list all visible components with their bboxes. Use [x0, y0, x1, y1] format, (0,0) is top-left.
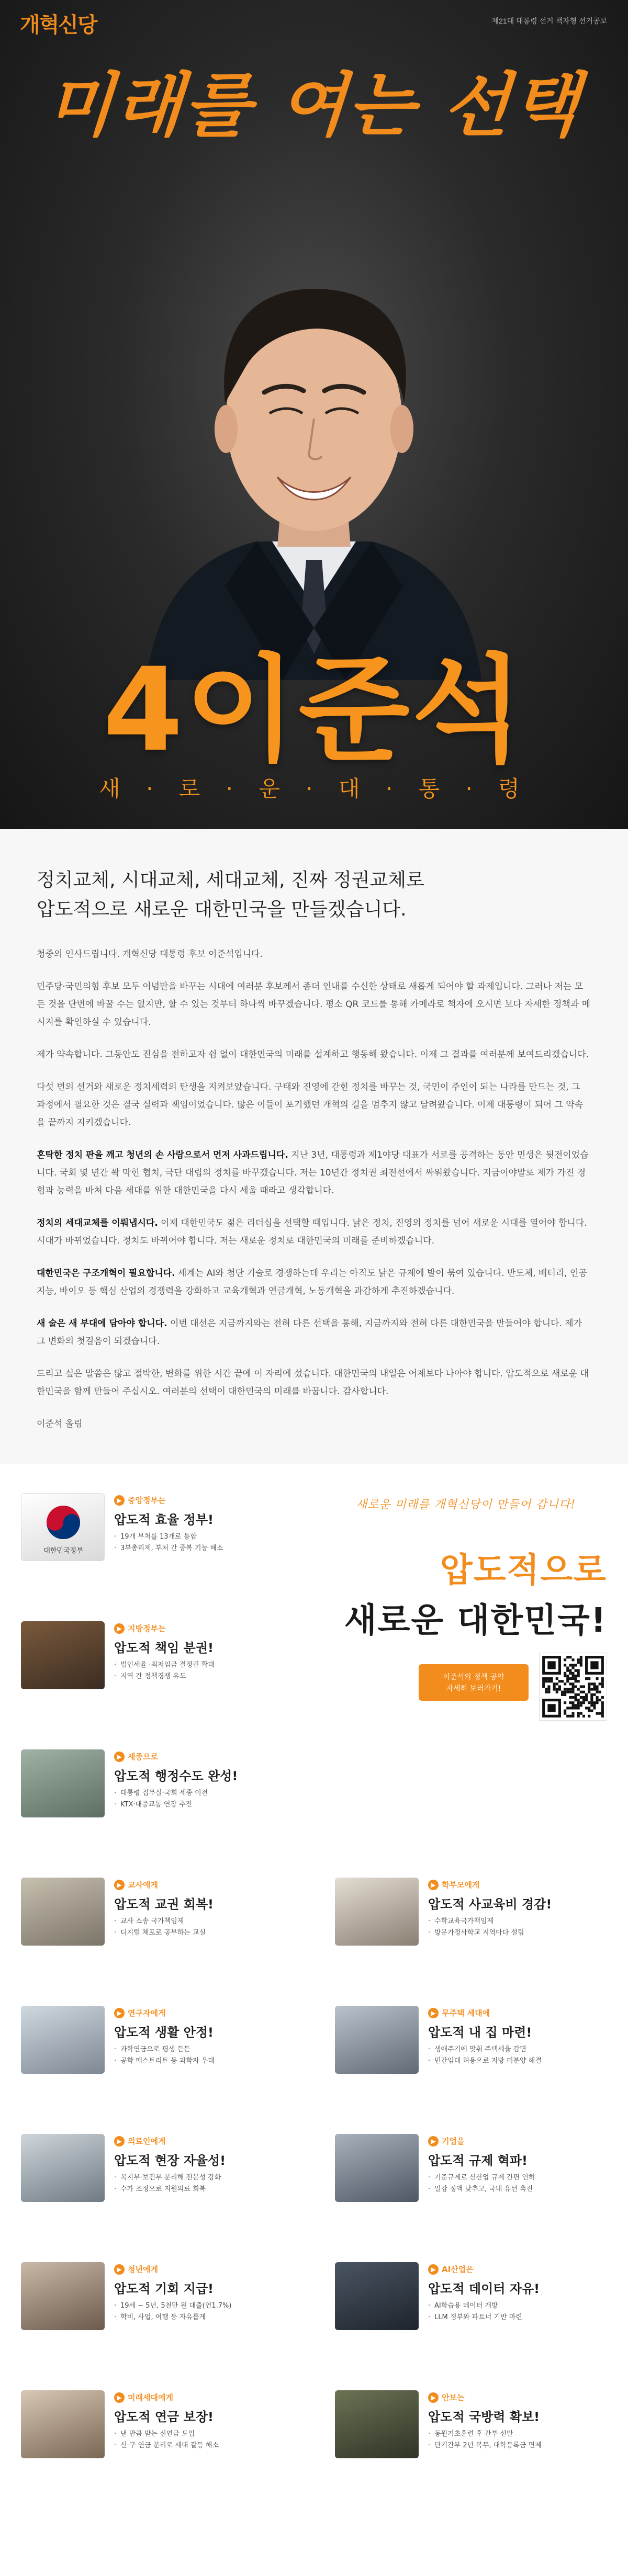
letter-paragraph [37, 1315, 591, 1350]
pledge-tag-label: 기업을 [442, 2137, 465, 2146]
paragraph-lead: 혼탁한 정치 판을 깨고 청년의 손 사람으로서 먼저 사과드립니다. [37, 1150, 288, 1160]
pledge-bullet: · 19개 부처를 13개로 통합 [114, 1531, 302, 1543]
qr-caption[interactable] [419, 1664, 529, 1701]
pledge-bullet: · 디지털 체포로 공부하는 교실 [114, 1927, 302, 1939]
letter-paragraph [37, 1146, 591, 1200]
pledge-tag-label: 미래세대에게 [128, 2393, 173, 2402]
pledge-headline: 압도적 데이터 자유! [428, 2281, 540, 2296]
arrow-right-icon: ▶ [114, 1752, 125, 1762]
pledge-image [335, 1878, 419, 1946]
paragraph-lead: 새 술은 새 부대에 담아야 합니다. [37, 1318, 167, 1329]
pledge-tag [114, 1495, 165, 1506]
pledge-tag [114, 2392, 173, 2403]
qr-code[interactable] [539, 1653, 607, 1721]
pledge-headline: 압도적 국방력 확보! [428, 2410, 540, 2424]
letter-paragraph: 민주당·국민의힘 후보 모두 이념만을 바꾸는 시대에 여러분 후보께서 좀더 인내를 수신한 상태로 새롭게 되어야 할 과제입니다. 그러나 저는 모든 것을 단번에 바꿀 수는 없지만, 할 수 있는 것부터 하나씩 바꾸겠습니다. 평소 QR 코드를 통해 카메라로 책자에 오시면 보다 자세한 정책과 메시지를 확인하실 수 있습니다. [37, 981, 591, 1027]
pledge-bullet: · AI학습용 데이터 개방 [428, 2300, 616, 2312]
arrow-right-icon: ▶ [428, 2264, 439, 2275]
paragraph-lead: 대한민국은 구조개혁이 필요합니다. [37, 1268, 175, 1279]
arrow-right-icon: ▶ [114, 2264, 125, 2275]
pledge-tag-label: 중앙정부는 [128, 1496, 166, 1505]
promo-subtitle: 새로운 미래를 개혁신당이 만들어 갑니다! [355, 1498, 576, 1511]
pledge-card [21, 1485, 304, 1574]
pledge-image [21, 1878, 105, 1946]
arrow-right-icon: ▶ [114, 2008, 125, 2018]
arrow-right-icon: ▶ [114, 2392, 125, 2403]
pledge-bullets [428, 2428, 616, 2451]
pledge-bullets [114, 1788, 302, 1811]
pledge-image [335, 2134, 419, 2202]
arrow-right-icon: ▶ [114, 1623, 125, 1634]
arrow-right-icon: ▶ [428, 2392, 439, 2403]
pledge-card [335, 1870, 618, 1959]
pledge-bullet: · 학비, 사업, 여행 등 자유롭게 [114, 2312, 302, 2323]
pledge-tag [114, 1623, 165, 1634]
pledge-tag [114, 1879, 158, 1890]
pledge-bullet: · 낸 만큼 받는 신연금 도입 [114, 2428, 302, 2440]
qr-caption-line-1: 이준석의 정책 공약 [443, 1673, 504, 1681]
pledge-image [335, 2262, 419, 2330]
pledge-headline: 압도적 효율 정부! [114, 1512, 214, 1527]
pledge-bullet: · 민간임대 허용으로 지방 미분양 해결 [428, 2055, 616, 2067]
pledge-bullet: · 복지부·보건부 분리해 전문성 강화 [114, 2172, 302, 2184]
letter-title-line-2: 압도적으로 새로운 대한민국을 만들겠습니다. [37, 899, 407, 920]
pledge-tag [114, 2264, 158, 2275]
qr-block[interactable] [419, 1653, 607, 1726]
pledge-bullets [114, 1916, 302, 1939]
letter-signature: 이준석 올림 [37, 1419, 83, 1429]
pledge-tag [428, 2136, 464, 2146]
letter-paragraph: 제가 약속합니다. 그동안도 진심을 전하고자 쉼 없이 대한민국의 미래를 설계하고 행동해 왔습니다. 이제 그 결과를 여러분께 보여드리겠습니다. [37, 1049, 589, 1060]
pledge-headline: 압도적 연금 보장! [114, 2410, 214, 2424]
pledge-bullet: · 공학 매스트리트 등 과학자 우대 [114, 2055, 302, 2067]
pledge-card [21, 1742, 304, 1831]
pledge-tag-label: 교사에게 [128, 1880, 158, 1890]
pledge-image [21, 1749, 105, 1817]
pledge-bullet: · KTX·대중교통 연장 추진 [114, 1799, 302, 1811]
candidate-name: 4이준석 [103, 643, 525, 777]
pledge-image [335, 2006, 419, 2074]
pledge-bullet: · 3부총리제, 부처 간 중복 기능 해소 [114, 1543, 302, 1554]
paragraph-lead: 정치의 세대교체를 이뤄냅시다. [37, 1218, 158, 1228]
pledge-bullet: · 교사 소송 국가책임제 [114, 1916, 302, 1927]
paragraph-body: 세계는 AI와 첨단 기술로 경쟁하는데 우리는 아직도 낡은 규제에 발이 묶여 있습니다. 반도체, 배터리, 인공지능, 바이오 등 핵심 산업의 경쟁력을 강화하고 교육개혁과 연금개혁, 노동개혁을 과감하게 추진하겠습니다. [37, 1268, 587, 1296]
pledge-card [21, 2254, 304, 2343]
election-note: 제21대 대통령 선거 책자형 선거공보 [491, 17, 607, 25]
arrow-right-icon: ▶ [428, 2008, 439, 2018]
promo-title-1: 압도적으로 [440, 1551, 607, 1590]
pledge-card [21, 1613, 304, 1702]
pledge-tag [114, 2136, 165, 2146]
hero-slogan: 미래를 여는 선택 [43, 65, 584, 146]
pledge-tag-label: 연구자에게 [128, 2008, 166, 2018]
letter-title-line-1: 정치교체, 시대교체, 세대교체, 진짜 정권교체로 [37, 869, 424, 891]
pledge-card [21, 2126, 304, 2215]
pledge-image [335, 2390, 419, 2458]
pledge-bullets [428, 2172, 616, 2195]
pledge-image [21, 1493, 105, 1561]
letter-paragraph [37, 1214, 591, 1250]
pledge-image [21, 1621, 105, 1689]
pledge-bullet: · 수학교육국가책임제 [428, 1916, 616, 1927]
pledge-image [21, 2134, 105, 2202]
letter-greeting: 청중의 인사드립니다. 개혁신당 대통령 후보 이준석입니다. [37, 949, 263, 959]
pledge-bullet: · 동원기초훈련 후 간부 선발 [428, 2428, 616, 2440]
pledge-bullets [114, 1659, 302, 1682]
pledge-card [335, 1998, 618, 2087]
pledge-bullet: · 단기간부 2년 복무, 대학등록금 면제 [428, 2440, 616, 2451]
pledge-card [335, 2254, 618, 2343]
arrow-right-icon: ▶ [428, 2136, 439, 2146]
pledge-tag-label: 세종으로 [128, 1752, 158, 1761]
hero-tagline: 새 · 로 · 운 · 대 · 통 · 령 [99, 776, 529, 801]
pledge-image [21, 2006, 105, 2074]
paragraph-body: 지난 3년, 대통령과 제1야당 대표가 서로를 공격하는 동안 민생은 뒷전이었습니다. 국회 몇 년간 꽉 막힌 협치, 극단 대립의 정치를 바꾸겠습니다. 저는 10년간 정치권 최전선에서 싸워왔습니다. 지금이야말로 제가 가진 경험과 능력을 바쳐 다음 세대를 위한 대한민국을 다시 세울 때라고 생각합니다. [37, 1150, 589, 1196]
pledge-bullet: · 수가 조정으로 지원의료 회복 [114, 2184, 302, 2195]
pledge-bullets [114, 2044, 302, 2067]
pledge-card [21, 1870, 304, 1959]
pledge-headline: 압도적 행정수도 완성! [114, 1769, 238, 1783]
letter-title [37, 866, 591, 924]
pledge-image [21, 2262, 105, 2330]
pledge-bullets [428, 1916, 616, 1939]
party-logo: 개혁신당 [20, 13, 97, 37]
arrow-right-icon: ▶ [428, 1880, 439, 1890]
pledge-bullet: · 기준규제로 신산업 규제 간편 인허 [428, 2172, 616, 2184]
paragraph-body: 이제 대한민국도 젊은 리더십을 선택할 때입니다. 낡은 정치, 진영의 정치를 넘어 새로운 시대를 열어야 합니다. 시대가 바뀌었습니다. 정치도 바뀌어야 합니다. 저는 새로운 정치로 대한민국의 미래를 준비하겠습니다. [37, 1218, 587, 1246]
pledge-tag [428, 1879, 479, 1890]
qr-caption-line-2: 자세히 보러가기! [446, 1685, 501, 1693]
pledge-card [21, 2382, 304, 2471]
pledge-bullet: · 신·구 연금 분리로 세대 갈등 해소 [114, 2440, 302, 2451]
pledge-bullet: · 일감 정액 낮추고, 국내 유턴 촉진 [428, 2184, 616, 2195]
pledges-section [0, 1464, 628, 2542]
pledge-image [21, 2390, 105, 2458]
letter-paragraph: 드리고 싶은 말씀은 많고 절박한, 변화를 위한 시간 끝에 이 자리에 섰습니다. 대한민국의 내일은 어제보다 나아야 합니다. 압도적으로 새로운 대한민국을 함께 만들어 주십시오. 여러분의 선택이 대한민국의 미래를 바꿉니다. 감사합니다. [37, 1369, 589, 1397]
pledge-bullet: · 법인세율 ·최저임금 결정권 확대 [114, 1659, 302, 1671]
pledge-bullet: · 과학연금으로 평생 든든 [114, 2044, 302, 2055]
pledge-bullets [114, 2300, 302, 2323]
pledge-bullet: · 생애주기에 맞춰 주택세율 감면 [428, 2044, 616, 2055]
pledge-headline: 압도적 교권 회복! [114, 1897, 214, 1912]
letter-paragraph [37, 1264, 591, 1300]
letter-paragraph: 다섯 번의 선거와 새로운 정치세력의 탄생을 지켜보았습니다. 구태와 진영에 갇힌 정치를 바꾸는 것, 국민이 주인이 되는 나라를 만드는 것, 그 과정에서 필요한 것은 결국 실력과 책임이었습니다. 많은 이들이 포기했던 개혁의 길을 멈추지 않고 달려왔습니다. 이제 대통령이 되어 그 약속을 끝까지 지키겠습니다. [37, 1082, 584, 1128]
pledge-tag-label: 지방정부는 [128, 1624, 166, 1633]
pledge-tag [428, 2392, 464, 2403]
arrow-right-icon: ▶ [114, 1495, 125, 1506]
pledge-card [335, 2382, 618, 2471]
pledge-bullet: · LLM 정부와 파트너 기반 마련 [428, 2312, 616, 2323]
pledge-tag [428, 2007, 490, 2018]
promo-title-2: 새로운 대한민국! [344, 1601, 607, 1640]
arrow-right-icon: ▶ [114, 2136, 125, 2146]
pledge-headline: 압도적 생활 안정! [114, 2025, 214, 2040]
pledge-bullets [428, 2044, 616, 2067]
pledge-headline: 압도적 규제 혁파! [428, 2153, 528, 2168]
pledge-tag-label: 안보는 [442, 2393, 465, 2402]
pledge-bullet: · 대통령 집무실·국회 세종 이전 [114, 1788, 302, 1799]
pledge-card [21, 1998, 304, 2087]
pledge-card [335, 2126, 618, 2215]
pledge-headline: 압도적 내 집 마련! [428, 2025, 532, 2040]
pledge-tag-label: 무주택 세대에 [442, 2008, 490, 2018]
pledge-bullets [428, 2300, 616, 2323]
pledge-bullet: · 19세 ~ 5년, 5천만 원 대출(연1.7%) [114, 2300, 302, 2312]
pledge-tag-label: 학부모에게 [442, 1880, 480, 1890]
pledge-tag [114, 2007, 165, 2018]
pledge-bullets [114, 2428, 302, 2451]
promo-block [324, 1485, 607, 1757]
pledge-bullets [114, 2172, 302, 2195]
candidate-letter [0, 829, 628, 1464]
hero-banner [0, 0, 628, 829]
pledge-headline: 압도적 사교육비 경감! [428, 1897, 552, 1912]
pledge-headline: 압도적 책임 분권! [114, 1641, 214, 1655]
pledge-tag [114, 1751, 158, 1762]
pledge-tag-label: 의료인에게 [128, 2137, 166, 2146]
pledge-tag-label: 청년에게 [128, 2265, 158, 2274]
candidate-portrait [126, 157, 502, 680]
pledge-tag [428, 2264, 474, 2275]
pledge-headline: 압도적 기회 지급! [114, 2281, 214, 2296]
pledge-bullets [114, 1531, 302, 1554]
arrow-right-icon: ▶ [114, 1880, 125, 1890]
pledge-bullet: · 방문가정사학교 지역마다 설립 [428, 1927, 616, 1939]
paragraph-body: 이번 대선은 지금까지와는 전혀 다른 선택을 통해, 지금까지와 전혀 다른 대한민국을 만들어야 합니다. 제가 그 변화의 첫걸음이 되겠습니다. [37, 1318, 582, 1347]
thumb-label: 대한민국정부 [43, 1547, 83, 1555]
pledge-tag-label: AI산업은 [442, 2265, 474, 2274]
pledge-bullet: · 지역 간 정책경쟁 유도 [114, 1671, 302, 1682]
pledge-headline: 압도적 현장 자율성! [114, 2153, 226, 2168]
